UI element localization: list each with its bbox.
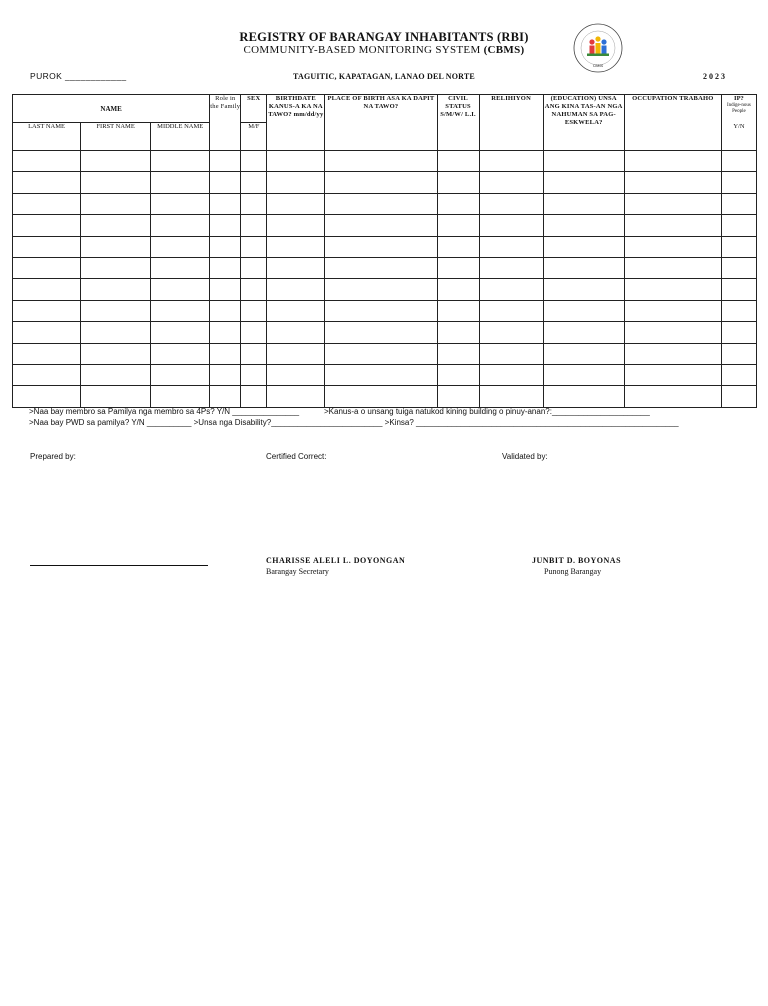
occupation-header: OCCUPATION TRABAHO [624,95,721,151]
table-cell[interactable] [437,193,479,214]
table-row [13,151,757,172]
table-cell[interactable] [479,257,543,278]
table-cell[interactable] [13,215,81,236]
table-cell[interactable] [81,279,151,300]
table-cell[interactable] [437,343,479,364]
table-cell[interactable] [241,300,267,321]
table-cell[interactable] [624,193,721,214]
table-cell[interactable] [267,279,325,300]
table-cell[interactable] [325,364,437,385]
table-cell[interactable] [543,236,624,257]
table-cell[interactable] [81,151,151,172]
table-cell[interactable] [721,257,756,278]
table-row [13,300,757,321]
location-label: TAGUITIC, KAPATAGAN, LANAO DEL NORTE [293,72,475,81]
table-cell[interactable] [210,172,241,193]
table-cell[interactable] [479,322,543,343]
table-cell[interactable] [151,279,210,300]
table-cell[interactable] [479,215,543,236]
table-cell[interactable] [241,215,267,236]
table-cell[interactable] [210,215,241,236]
last-name-header: LAST NAME [13,123,81,151]
table-cell[interactable] [479,151,543,172]
table-cell[interactable] [151,257,210,278]
table-cell[interactable] [210,236,241,257]
table-cell[interactable] [543,322,624,343]
ip-header [721,95,756,151]
table-cell[interactable] [543,343,624,364]
purok-field: PUROK ____________ [30,71,127,81]
table-cell[interactable] [325,193,437,214]
education-header: (EDUCATION) UNSA ANG KINA TAS-AN NGA NAHUMAN SA PAG-ESKWELA? [543,95,624,151]
table-cell[interactable] [543,279,624,300]
religion-header: RELIHIYON [479,95,543,151]
table-cell[interactable] [437,257,479,278]
table-cell[interactable] [210,193,241,214]
table-cell[interactable] [624,215,721,236]
cbms-logo [572,22,624,74]
middle-name-header: MIDDLE NAME [151,123,210,151]
table-cell[interactable] [479,300,543,321]
table-cell[interactable] [267,151,325,172]
table-cell[interactable] [267,386,325,407]
table-cell[interactable] [81,236,151,257]
table-cell[interactable] [13,300,81,321]
table-cell[interactable] [721,215,756,236]
year-label: 2023 [703,72,727,81]
table-cell[interactable] [151,386,210,407]
form-title: REGISTRY OF BARANGAY INHABITANTS (RBI) [239,30,529,44]
table-cell[interactable] [13,193,81,214]
table-cell[interactable] [267,343,325,364]
subtitle-text: COMMUNITY-BASED MONITORING SYSTEM [243,44,484,56]
ip-yn-label: Y/N [733,123,745,130]
table-cell[interactable] [721,172,756,193]
question-building-year: >Kanus-a o unsang tuiga natukod kining building o pinuy-anan?:______________________ [324,407,650,416]
table-cell[interactable] [543,386,624,407]
question-pwd: >Naa bay PWD sa pamilya? Y/N __________ >Unsa nga Disability?_________________________ >Kinsa? ___________________________________________________________ [29,418,679,427]
table-cell[interactable] [721,236,756,257]
table-cell[interactable] [325,151,437,172]
table-cell[interactable] [81,215,151,236]
table-cell[interactable] [151,364,210,385]
table-row [13,322,757,343]
table-row [13,215,757,236]
certified-position: Barangay Secretary [266,567,329,576]
table-cell[interactable] [210,151,241,172]
table-cell[interactable] [81,193,151,214]
table-cell[interactable] [437,215,479,236]
table-cell[interactable] [624,279,721,300]
table-cell[interactable] [210,257,241,278]
table-cell[interactable] [267,193,325,214]
table-row [13,279,757,300]
table-cell[interactable] [624,172,721,193]
table-cell[interactable] [479,236,543,257]
table-cell[interactable] [241,322,267,343]
table-cell[interactable] [624,386,721,407]
role-header: Role in the Family [210,95,241,151]
ip-label: IP? [734,95,744,102]
validated-label: Validated by: [502,452,548,461]
logo-caption: CBMS [592,64,604,68]
table-cell[interactable] [721,279,756,300]
table-cell[interactable] [241,279,267,300]
table-cell[interactable] [13,364,81,385]
table-row [13,172,757,193]
table-cell[interactable] [241,172,267,193]
sex-sub-header: M/F [241,123,267,151]
table-cell[interactable] [721,151,756,172]
table-cell[interactable] [241,364,267,385]
table-cell[interactable] [437,236,479,257]
table-cell[interactable] [325,257,437,278]
table-cell[interactable] [543,151,624,172]
table-cell[interactable] [241,343,267,364]
table-cell[interactable] [13,236,81,257]
table-cell[interactable] [81,300,151,321]
table-cell[interactable] [325,172,437,193]
table-cell[interactable] [325,386,437,407]
table-cell[interactable] [81,364,151,385]
table-cell[interactable] [13,151,81,172]
table-cell[interactable] [721,343,756,364]
table-cell[interactable] [479,279,543,300]
subtitle-bold: (CBMS) [483,44,525,56]
table-cell[interactable] [151,300,210,321]
table-cell[interactable] [624,257,721,278]
table-cell[interactable] [624,300,721,321]
table-cell[interactable] [210,364,241,385]
table-cell[interactable] [81,257,151,278]
table-cell[interactable] [624,343,721,364]
table-cell[interactable] [267,257,325,278]
table-row [13,193,757,214]
table-cell[interactable] [267,236,325,257]
certified-label: Certified Correct: [266,452,327,461]
table-cell[interactable] [210,343,241,364]
table-cell[interactable] [624,151,721,172]
table-cell[interactable] [81,386,151,407]
table-cell[interactable] [210,279,241,300]
table-cell[interactable] [437,151,479,172]
table-cell[interactable] [13,257,81,278]
table-cell[interactable] [241,386,267,407]
table-cell[interactable] [241,193,267,214]
table-cell[interactable] [325,279,437,300]
table-cell[interactable] [543,257,624,278]
table-cell[interactable] [721,386,756,407]
table-row [13,257,757,278]
table-cell[interactable] [437,364,479,385]
table-cell[interactable] [81,343,151,364]
table-cell[interactable] [624,322,721,343]
table-cell[interactable] [721,364,756,385]
prepared-signature-line [30,565,208,566]
table-cell[interactable] [437,386,479,407]
table-cell[interactable] [151,322,210,343]
table-cell[interactable] [437,172,479,193]
table-cell[interactable] [267,172,325,193]
name-header: NAME [13,95,210,123]
table-cell[interactable] [543,215,624,236]
validated-position: Punong Barangay [544,567,602,576]
table-cell[interactable] [479,343,543,364]
table-cell[interactable] [721,300,756,321]
table-row [13,364,757,385]
table-cell[interactable] [543,172,624,193]
form-subtitle [0,44,768,56]
table-cell[interactable] [13,322,81,343]
certified-name: CHARISSE ALELI L. DOYONGAN [266,556,406,565]
table-cell[interactable] [151,215,210,236]
table-cell[interactable] [437,300,479,321]
table-cell[interactable] [151,172,210,193]
table-cell[interactable] [151,343,210,364]
question-4ps: >Naa bay membro sa Pamilya nga membro sa 4Ps? Y/N _______________ [29,407,300,416]
table-cell[interactable] [13,343,81,364]
table-cell[interactable] [325,300,437,321]
ip-sublabel: Indige-nous People [726,103,751,114]
table-cell[interactable] [210,300,241,321]
table-cell[interactable] [13,172,81,193]
table-cell[interactable] [325,322,437,343]
table-cell[interactable] [325,215,437,236]
sex-header: SEX [241,95,267,123]
table-row [13,236,757,257]
table-cell[interactable] [325,236,437,257]
registry-body [13,151,757,408]
birthdate-header: BIRTHDATE KANUS-A KA NA TAWO? mm/dd/yy [267,95,325,151]
registry-table [12,94,757,408]
table-row [13,386,757,407]
table-cell[interactable] [479,172,543,193]
table-cell[interactable] [241,236,267,257]
table-cell[interactable] [721,193,756,214]
table-cell[interactable] [437,322,479,343]
table-cell[interactable] [81,322,151,343]
table-cell[interactable] [13,279,81,300]
table-cell[interactable] [479,364,543,385]
table-cell[interactable] [543,364,624,385]
table-cell[interactable] [241,257,267,278]
table-cell[interactable] [267,215,325,236]
table-cell[interactable] [210,322,241,343]
table-cell[interactable] [437,279,479,300]
table-cell[interactable] [151,236,210,257]
table-cell[interactable] [13,386,81,407]
table-cell[interactable] [210,386,241,407]
table-cell[interactable] [267,364,325,385]
first-name-header: FIRST NAME [81,123,151,151]
table-row [13,343,757,364]
table-cell[interactable] [81,172,151,193]
table-cell[interactable] [241,151,267,172]
table-cell[interactable] [325,343,437,364]
table-cell[interactable] [624,364,721,385]
table-cell[interactable] [151,151,210,172]
table-cell[interactable] [267,322,325,343]
table-cell[interactable] [479,193,543,214]
civil-status-header: CIVIL STATUS S/M/W/ L.I. [437,95,479,151]
validated-name: JUNBIT D. BOYONAS [532,556,622,565]
table-cell[interactable] [543,300,624,321]
table-cell[interactable] [151,193,210,214]
table-cell[interactable] [624,236,721,257]
table-cell[interactable] [479,386,543,407]
prepared-by-label: Prepared by: [30,452,76,461]
table-cell[interactable] [543,193,624,214]
table-cell[interactable] [267,300,325,321]
place-of-birth-header: PLACE OF BIRTH ASA KA DAPIT NA TAWO? [325,95,437,151]
table-cell[interactable] [721,322,756,343]
